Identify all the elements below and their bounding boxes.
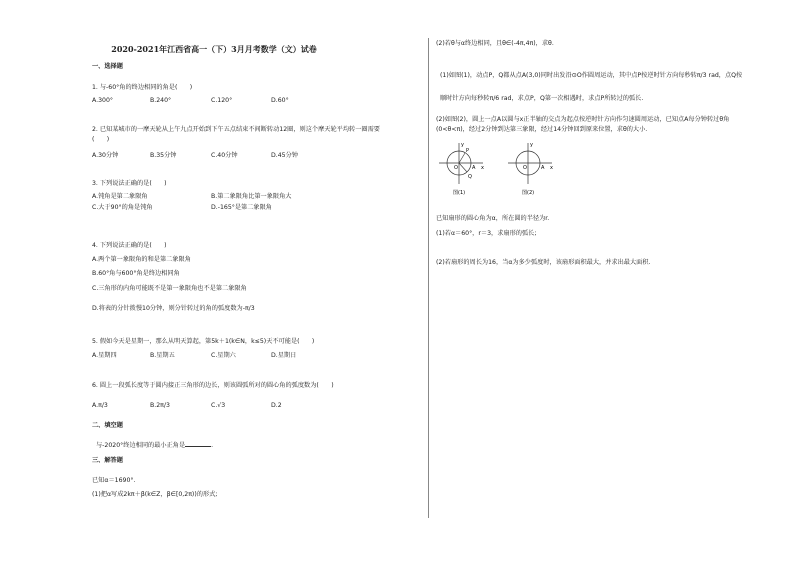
label-o: O bbox=[523, 165, 527, 171]
problem-text: (1)如图(1)，动点P，Q都从点A(3,0)同时出发沿⊙O作圆周运动，其中点P按逆时针方向每秒转π/3 rad，点Q按 bbox=[440, 72, 743, 79]
option: C.√3 bbox=[211, 402, 226, 409]
problem-text: (2)若扇形的周长为16，当α为多少弧度时，该扇形面积最大，并求出最大面积. bbox=[436, 259, 651, 266]
question-stem: 1. 与-60°角的终边相同的角是( ) bbox=[92, 84, 193, 91]
column-divider bbox=[428, 38, 429, 518]
problem-text: 顺时针方向每秒转π/6 rad，求点P，Q第一次相遇时，求点P所转过的弧长. bbox=[440, 95, 644, 102]
section-heading: 三、解答题 bbox=[92, 457, 123, 464]
question-stem: ( ) bbox=[92, 136, 110, 143]
option: A.星期四 bbox=[92, 352, 117, 359]
option: D.2 bbox=[271, 402, 282, 409]
option: B.2π/3 bbox=[150, 402, 170, 409]
label-p: P bbox=[466, 148, 470, 154]
solve-part: (1)把α写成2kπ＋β(k∈Z，β∈[0,2π))的形式; bbox=[92, 491, 218, 498]
figure-caption: 图(2) bbox=[522, 190, 535, 196]
option: B.35分钟 bbox=[150, 152, 177, 159]
option: C.40分钟 bbox=[211, 152, 238, 159]
option: D.60° bbox=[271, 97, 289, 104]
figure-caption: 图(1) bbox=[453, 190, 466, 196]
option: A.300° bbox=[92, 97, 113, 104]
option: D.45分钟 bbox=[271, 152, 298, 159]
page-title: 2020-2021年江西省高一（下）3月月考数学（文）试卷 bbox=[111, 44, 317, 54]
option: B.第二象限角比第一象限角大 bbox=[211, 193, 292, 200]
fill-question: 与-2020°终边相同的最小正角是 . bbox=[96, 442, 214, 449]
question-stem: 2. 已知某城市的一摩天轮从上午九点开始到下午五点结束不间断转动12圈，则这个摩天轮平均转一圈需要 bbox=[92, 126, 380, 133]
option: A.π/3 bbox=[92, 402, 108, 409]
option: C.三角形的内角可能既不是第一象限角也不是第二象限角 bbox=[92, 285, 247, 292]
option: C.大于90°的角是钝角 bbox=[92, 204, 153, 211]
label-o: O bbox=[454, 165, 458, 171]
problem-text: 已知扇形的圆心角为α，所在圆的半径为r. bbox=[436, 215, 550, 222]
question-stem: 3. 下列说法正确的是( ) bbox=[92, 180, 167, 187]
option: D.-165°是第二象限角 bbox=[211, 204, 272, 211]
label-a: A bbox=[541, 165, 545, 171]
option: C.星期六 bbox=[211, 352, 236, 359]
option: D.星期日 bbox=[271, 352, 297, 359]
answer-blank bbox=[185, 441, 211, 447]
label-a: A bbox=[472, 165, 476, 171]
option: B.60°角与600°角是终边相同角 bbox=[92, 270, 180, 277]
problem-text: (1)若α＝60°，r＝3，求扇形的弧长; bbox=[436, 230, 537, 237]
radius-op bbox=[459, 153, 465, 163]
option: B.星期五 bbox=[150, 352, 175, 359]
problem-text: (0<θ<π)，经过2分钟到达第三象限，经过14分钟回到原来位置，求θ的大小. bbox=[436, 126, 648, 133]
section-heading: 二、填空题 bbox=[92, 422, 123, 429]
option: D.将表的分针拨慢10分钟，则分针转过的角的弧度数为-π/3 bbox=[92, 305, 255, 312]
radius-oq bbox=[459, 163, 467, 172]
label-y: y bbox=[530, 142, 533, 148]
option: A.30分钟 bbox=[92, 152, 119, 159]
label-y: y bbox=[461, 142, 464, 148]
label-x: x bbox=[481, 165, 484, 171]
label-q: Q bbox=[468, 174, 472, 180]
question-stem: 4. 下列说法正确的是( ) bbox=[92, 242, 167, 249]
figure-1 bbox=[436, 138, 486, 198]
solve-part: (2)若θ与α终边相同，且θ∈(-4π,4π)，求θ. bbox=[436, 40, 554, 47]
problem-text: (2)如图(2)，圆上一点A以圆与x正半轴的交点为起点按逆时针方向作匀速圆周运动，已知点A每分钟转过θ角 bbox=[436, 116, 730, 123]
option: A.两个第一象限角的和是第二象限角 bbox=[92, 256, 191, 263]
option: B.240° bbox=[150, 97, 172, 104]
option: C.120° bbox=[211, 97, 233, 104]
question-stem: 5. 假如今天是星期一，那么从明天算起，第5k＋1(k∈N，k≤5)天不可能是( ) bbox=[92, 338, 315, 345]
figure-2 bbox=[505, 138, 555, 198]
solve-intro: 已知α＝1690°. bbox=[92, 477, 136, 484]
option: A.钝角是第二象限角 bbox=[92, 193, 148, 200]
label-x: x bbox=[550, 165, 553, 171]
section-heading: 一、选择题 bbox=[92, 63, 123, 70]
question-stem: 6. 圆上一段弧长度等于圆内接正三角形的边长，则该圆弧所对的圆心角的弧度数为( ) bbox=[92, 382, 334, 389]
